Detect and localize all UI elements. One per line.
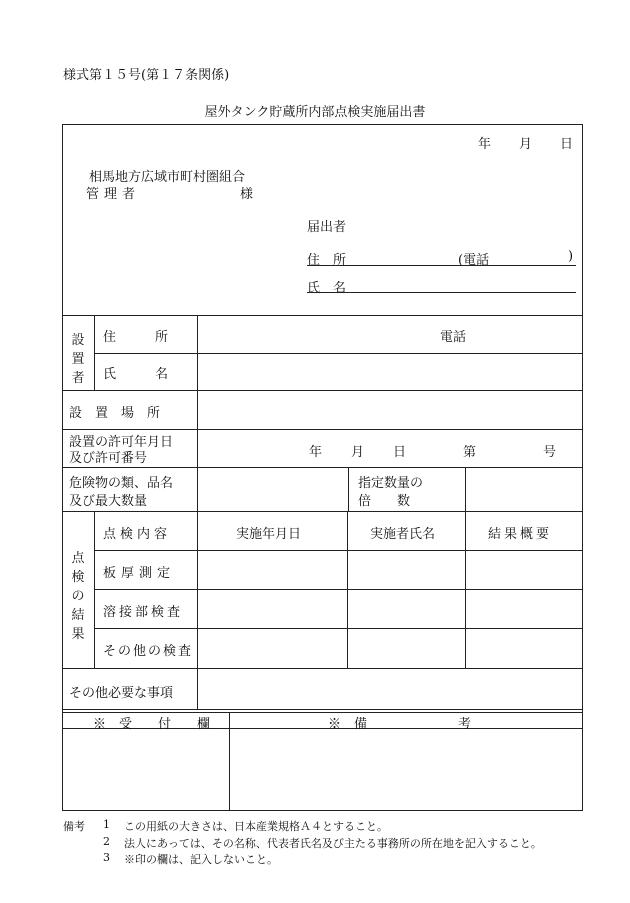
note-3-num: 3 <box>103 851 110 864</box>
inspection-header-content: 点検内容 <box>103 527 172 542</box>
form-number: 様式第１５号(第１７条関係) <box>63 68 230 83</box>
notifier-name-line[interactable] <box>307 292 576 293</box>
permit-label-line1: 設置の許可年月日 <box>69 435 174 450</box>
multiple-field[interactable] <box>467 469 579 509</box>
permit-label-line2: 及び許可番号 <box>69 451 148 466</box>
hazard-multiple-line1: 指定数量の <box>358 476 424 491</box>
hazard-multiple-line2: 倍 数 <box>358 494 411 509</box>
installer-phone-label: 電話 <box>440 330 467 345</box>
hazard-label-line2: 及び最大数量 <box>69 494 148 509</box>
installer-name-field[interactable] <box>199 355 579 388</box>
note-3-text: ※印の欄は、記入しないこと。 <box>124 853 278 866</box>
hazard-field[interactable] <box>199 469 346 509</box>
notes-heading: 備考 <box>63 820 85 833</box>
notifier-address-line[interactable] <box>307 265 576 266</box>
note-2-num: 2 <box>103 835 110 848</box>
notifier-phone-open: (電話 <box>458 253 490 268</box>
installer-name-label: 氏 名 <box>103 367 169 382</box>
note-1-num: 1 <box>103 818 110 831</box>
form-sheet <box>62 124 583 811</box>
notifier-heading: 届出者 <box>307 220 347 235</box>
inspection-row-thickness: 板厚測定 <box>103 566 176 581</box>
location-label: 設 置 場 所 <box>69 406 161 421</box>
note-2-text: 法人にあっては、その名称、代表者氏名及び主たる事務所の所在地を記入すること。 <box>124 837 542 850</box>
other-field[interactable] <box>199 670 579 707</box>
form-title: 屋外タンク貯蔵所内部点検実施届出書 <box>204 105 426 120</box>
other-label: その他必要な事項 <box>69 686 174 701</box>
permit-no-prefix: 第 <box>463 445 477 460</box>
inspection-row-other: その他の検査 <box>103 644 194 659</box>
permit-no-suffix: 号 <box>543 445 557 460</box>
inspection-header-result: 結果概要 <box>488 527 553 542</box>
addressee-manager: 管理者 <box>86 187 141 202</box>
installer-group-label: 設 置 者 <box>71 333 85 386</box>
installer-address-field[interactable] <box>199 317 579 351</box>
inspection-group-label: 点 検 の 結 果 <box>71 551 85 642</box>
permit-month-label: 月 <box>351 445 365 460</box>
date-year-label: 年 <box>478 137 492 152</box>
installer-address-label: 住 所 <box>103 330 169 345</box>
note-1-text: この用紙の大きさは、日本産業規格Ａ４とすること。 <box>124 820 388 833</box>
notifier-phone-close: ) <box>568 249 574 264</box>
permit-day-label: 日 <box>393 445 407 460</box>
reception-label: ※ 受 付 欄 <box>93 717 211 732</box>
inspection-header-inspector: 実施者氏名 <box>370 527 436 542</box>
inspection-header-date: 実施年月日 <box>236 527 302 542</box>
addressee-org: 相馬地方広域市町村圏組合 <box>89 170 246 185</box>
notifier-name-label: 氏 名 <box>307 281 347 296</box>
remarks-label: ※ 備 考 <box>328 717 472 732</box>
permit-year-label: 年 <box>309 445 323 460</box>
date-month-label: 月 <box>519 137 533 152</box>
inspection-row-weld: 溶接部検査 <box>103 605 184 620</box>
date-day-label: 日 <box>560 137 574 152</box>
location-field[interactable] <box>199 392 579 427</box>
hazard-label-line1: 危険物の類、品名 <box>69 476 174 491</box>
notifier-address-label: 住 所 <box>307 253 347 268</box>
addressee-honorific: 様 <box>240 187 254 202</box>
